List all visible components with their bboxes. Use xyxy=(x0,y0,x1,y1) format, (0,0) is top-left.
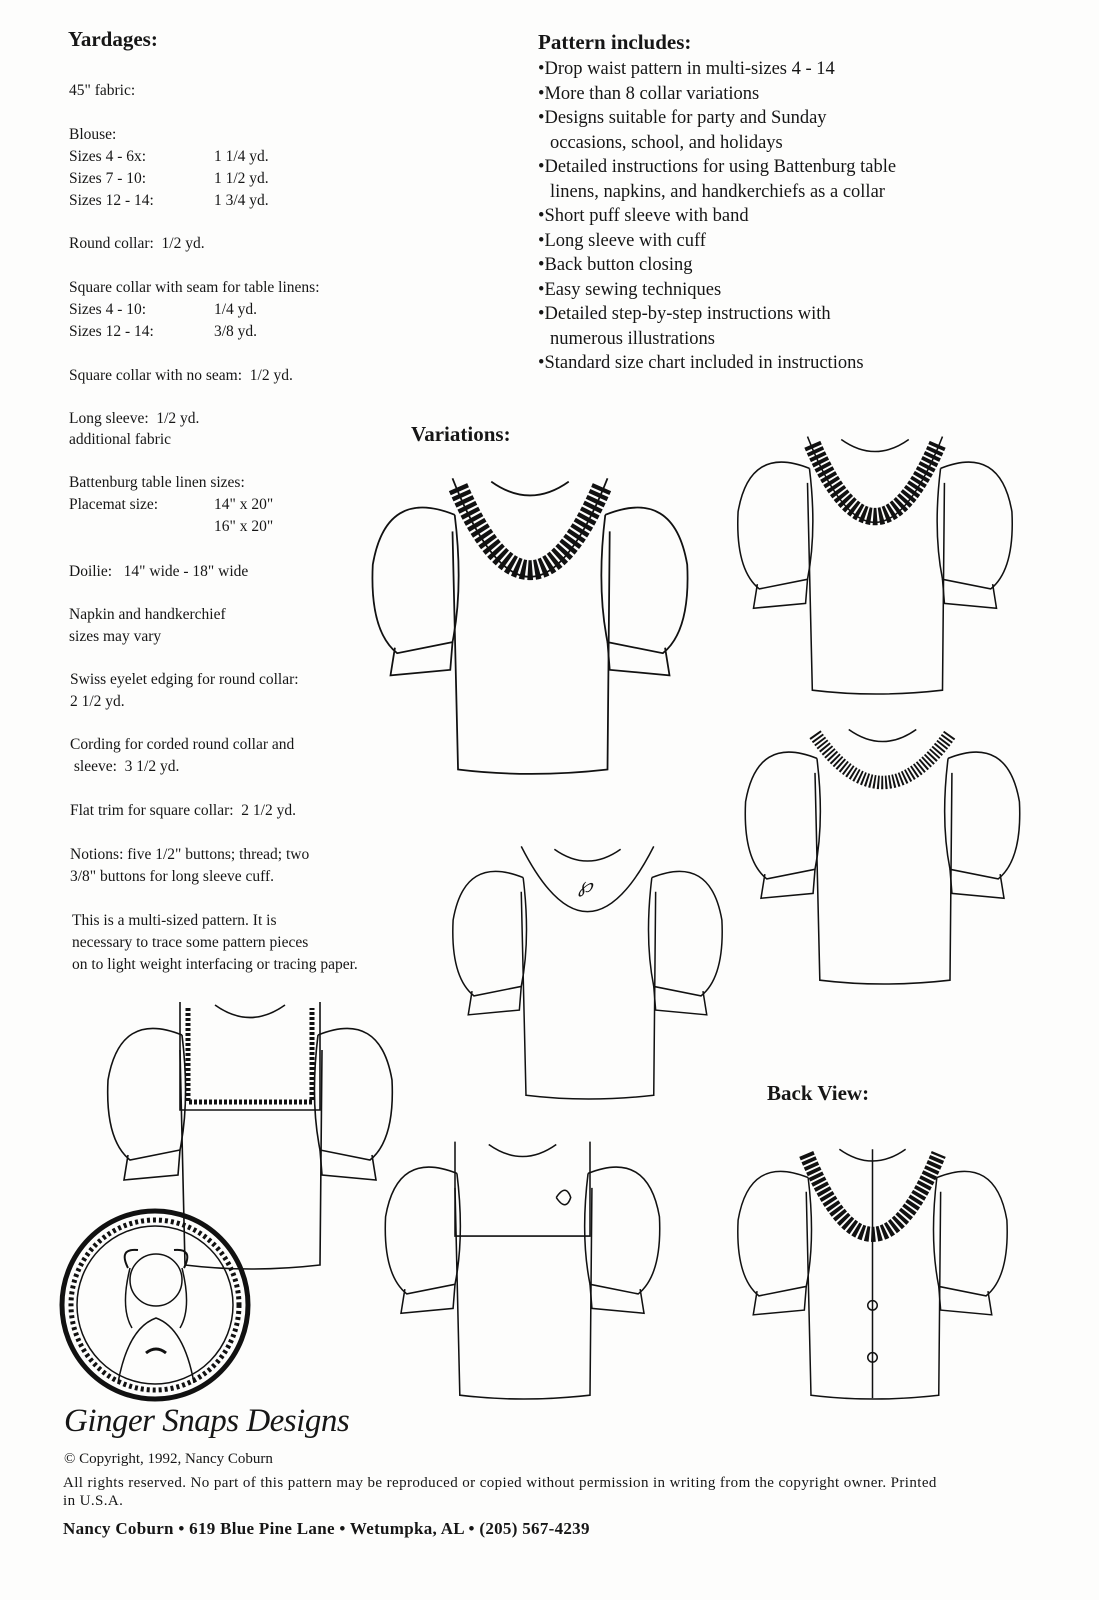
swiss-1: Swiss eyelet edging for round collar: xyxy=(70,671,299,688)
size: Sizes 4 - 10: xyxy=(69,301,147,318)
left-sleeve-band xyxy=(468,986,521,1014)
neckline xyxy=(215,1005,285,1018)
multi-1: This is a multi-sized pattern. It is xyxy=(72,912,277,929)
left-puff-sleeve xyxy=(108,1028,186,1160)
blouse-body xyxy=(806,1192,940,1399)
neckline xyxy=(841,439,909,451)
size: Sizes 12 - 14: xyxy=(69,192,154,209)
rights-notice: All rights reserved. No part of this pattern may be reproduced or copied without permission in writing from the copyright owner. Printed in U.S.A. xyxy=(63,1475,937,1509)
amount: 3/8 yd. xyxy=(214,323,258,340)
blouse-illustration-sailor-square xyxy=(360,1130,685,1400)
left-sleeve-band xyxy=(761,869,815,898)
size: Sizes 4 - 6x: xyxy=(69,148,147,165)
battenburg-label: Battenburg table linen sizes: xyxy=(69,474,245,491)
blouse-body xyxy=(815,773,952,984)
cording-2: sleeve: 3 1/2 yd. xyxy=(70,758,180,775)
list-item: • Detailed step-by-step instructions with numerous illustrations xyxy=(538,302,890,351)
neckline xyxy=(554,849,620,861)
amount: 14" x 20" xyxy=(214,496,274,513)
list-item: • Standard size chart included in instructions xyxy=(538,351,938,376)
right-sleeve-band xyxy=(654,986,707,1014)
flat-trim xyxy=(188,1008,312,1102)
long-sleeve: Long sleeve: 1/2 yd. xyxy=(69,410,200,427)
list-item: • More than 8 collar variations xyxy=(538,82,938,107)
blouse-illustration-ruffle-collar xyxy=(735,715,1030,985)
list-item: • Designs suitable for party and Sunday occasions, school, and holidays xyxy=(538,106,880,155)
right-sleeve-band xyxy=(950,869,1004,898)
size: Sizes 12 - 14: xyxy=(69,323,154,340)
brand-logo-text: Ginger Snaps Designs xyxy=(64,1403,350,1439)
girl-portrait-logo xyxy=(58,1208,253,1403)
left-puff-sleeve xyxy=(372,508,458,654)
amount: 1 3/4 yd. xyxy=(214,192,269,209)
right-puff-sleeve xyxy=(585,1167,660,1294)
notions-2: 3/8" buttons for long sleeve cuff. xyxy=(70,868,275,885)
right-puff-sleeve xyxy=(601,508,687,654)
neckline xyxy=(849,729,917,741)
neckline xyxy=(489,1144,557,1156)
blouse-illustration-back-view xyxy=(720,1135,1025,1400)
battenburg-lace-collar xyxy=(812,444,937,516)
neckline xyxy=(491,482,569,496)
cording-1: Cording for corded round collar and xyxy=(70,736,295,753)
left-puff-sleeve xyxy=(385,1167,460,1294)
back-view-heading: Back View: xyxy=(767,1081,870,1105)
list-item: • Long sleeve with cuff xyxy=(538,229,938,254)
left-puff-sleeve xyxy=(745,752,820,879)
blouse-body xyxy=(455,1188,592,1399)
yardage-row xyxy=(69,190,269,212)
blouse-label: Blouse: xyxy=(69,126,117,143)
embroidered-flower xyxy=(556,1190,570,1204)
list-item: • Back button closing xyxy=(538,253,938,278)
right-sleeve-band xyxy=(590,1284,644,1313)
long-sleeve-2: additional fabric xyxy=(69,431,171,448)
list-item: • Easy sewing techniques xyxy=(538,278,938,303)
yardage-row xyxy=(69,321,258,343)
notions-1: Notions: five 1/2" buttons; thread; two xyxy=(70,846,310,863)
left-sleeve-band xyxy=(754,579,808,608)
right-puff-sleeve xyxy=(933,1171,1007,1296)
multi-2: necessary to trace some pattern pieces xyxy=(72,934,309,951)
pattern-includes-list xyxy=(538,57,938,376)
right-puff-sleeve xyxy=(945,752,1020,879)
napkin-1: Napkin and handkerchief xyxy=(69,606,226,623)
address: Nancy Coburn • 619 Blue Pine Lane • Wetumpka, AL • (205) 567-4239 xyxy=(63,1519,590,1538)
yardages-heading: Yardages: xyxy=(68,27,158,51)
amount: 1/4 yd. xyxy=(214,301,258,318)
multi-3: on to light weight interfacing or tracing paper. xyxy=(72,956,358,973)
list-item: • Detailed instructions for using Battenburg table linens, napkins, and handkerchiefs as a collar xyxy=(538,155,915,204)
list-item: • Short puff sleeve with band xyxy=(538,204,938,229)
blouse-illustration-battenburg-round xyxy=(355,465,705,775)
swiss-2: 2 1/2 yd. xyxy=(70,693,125,710)
square-seam-label: Square collar with seam for table linens: xyxy=(69,279,320,296)
battenburg-lace-collar xyxy=(458,487,602,570)
right-sleeve-band xyxy=(608,642,670,675)
yardage-row xyxy=(69,299,258,321)
amount: 1 1/2 yd. xyxy=(214,170,269,187)
fabric-width: 45" fabric: xyxy=(69,82,136,99)
left-puff-sleeve xyxy=(738,462,813,589)
yardage-row xyxy=(69,168,269,190)
doilie: Doilie: 14" wide - 18" wide xyxy=(69,563,249,580)
right-sleeve-band xyxy=(939,1286,992,1314)
right-puff-sleeve xyxy=(648,871,722,996)
left-sleeve-band xyxy=(753,1286,806,1314)
placemat-label: Placemat size: xyxy=(69,496,159,513)
amount: 16" x 20" xyxy=(214,518,274,535)
left-puff-sleeve xyxy=(738,1171,812,1296)
monogram: ℘ xyxy=(578,872,593,897)
left-sleeve-band xyxy=(391,642,453,675)
pattern-includes-heading: Pattern includes: xyxy=(538,30,692,54)
copyright: © Copyright, 1992, Nancy Coburn xyxy=(64,1451,273,1467)
right-puff-sleeve xyxy=(937,462,1012,589)
left-sleeve-band xyxy=(401,1284,455,1313)
napkin-2: sizes may vary xyxy=(69,628,162,645)
left-sleeve-band xyxy=(124,1150,180,1180)
yardage-row xyxy=(69,146,269,168)
placemat-row xyxy=(69,494,274,516)
square-no-seam: Square collar with no seam: 1/2 yd. xyxy=(69,367,293,384)
blouse-illustration-battenburg-oval xyxy=(725,425,1025,695)
round-collar: Round collar: 1/2 yd. xyxy=(69,235,205,252)
list-item: • Drop waist pattern in multi-sizes 4 - 14 xyxy=(538,57,938,82)
amount: 1 1/4 yd. xyxy=(214,148,269,165)
size: Sizes 7 - 10: xyxy=(69,170,147,187)
left-puff-sleeve xyxy=(453,871,527,996)
blouse-illustration-monogram-round xyxy=(435,835,740,1100)
flat-trim: Flat trim for square collar: 2 1/2 yd. xyxy=(70,802,296,819)
variations-heading: Variations: xyxy=(411,422,511,446)
right-sleeve-band xyxy=(943,579,997,608)
blouse-body xyxy=(521,892,655,1099)
